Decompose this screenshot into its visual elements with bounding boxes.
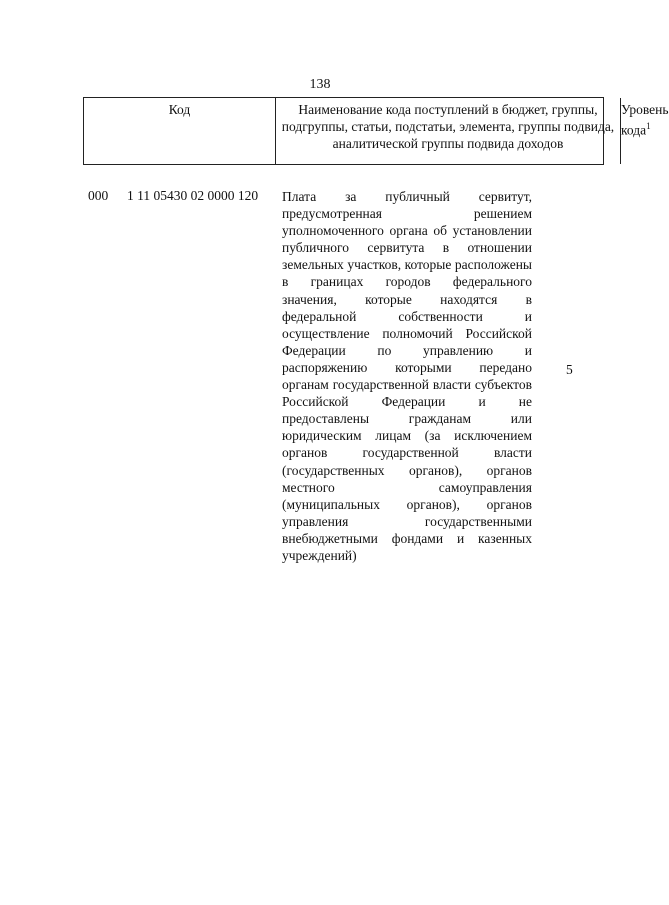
header-code: Код [84, 98, 276, 164]
row-description: Плата за публичный сервитут, предусмотренная решением уполномоченного органа об установлении публичного сервитута в отношении земельных участков, которые расположены в границах городов федерального значения, которые находятся в федеральной собственности и осуществление полномочий Российской Федерации по управлению и распоряжению которыми передано органам государственной власти субъектов Российской Федерации и не предоставлены гражданам или юридическим лицам (за исключением органов государственной власти (государственных органов), органов местного самоуправления (муниципальных органов), органов управления государственными внебюджетными фондами и казенных учреждений) [282, 189, 532, 563]
table-header [83, 97, 669, 165]
footnote-marker: 1 [646, 121, 651, 131]
header-level-label: Уровень кода [621, 102, 669, 138]
row-level: 5 [566, 362, 573, 377]
row-admin-code: 000 [88, 188, 109, 203]
page-number: 138 [309, 77, 331, 92]
header-name: Наименование кода поступлений в бюджет, группы, подгруппы, статьи, подстатьи, элемента, группы подвида, аналитической группы подвида доходов [276, 98, 621, 164]
row-income-code: 1 11 05430 02 0000 120 [127, 188, 259, 203]
